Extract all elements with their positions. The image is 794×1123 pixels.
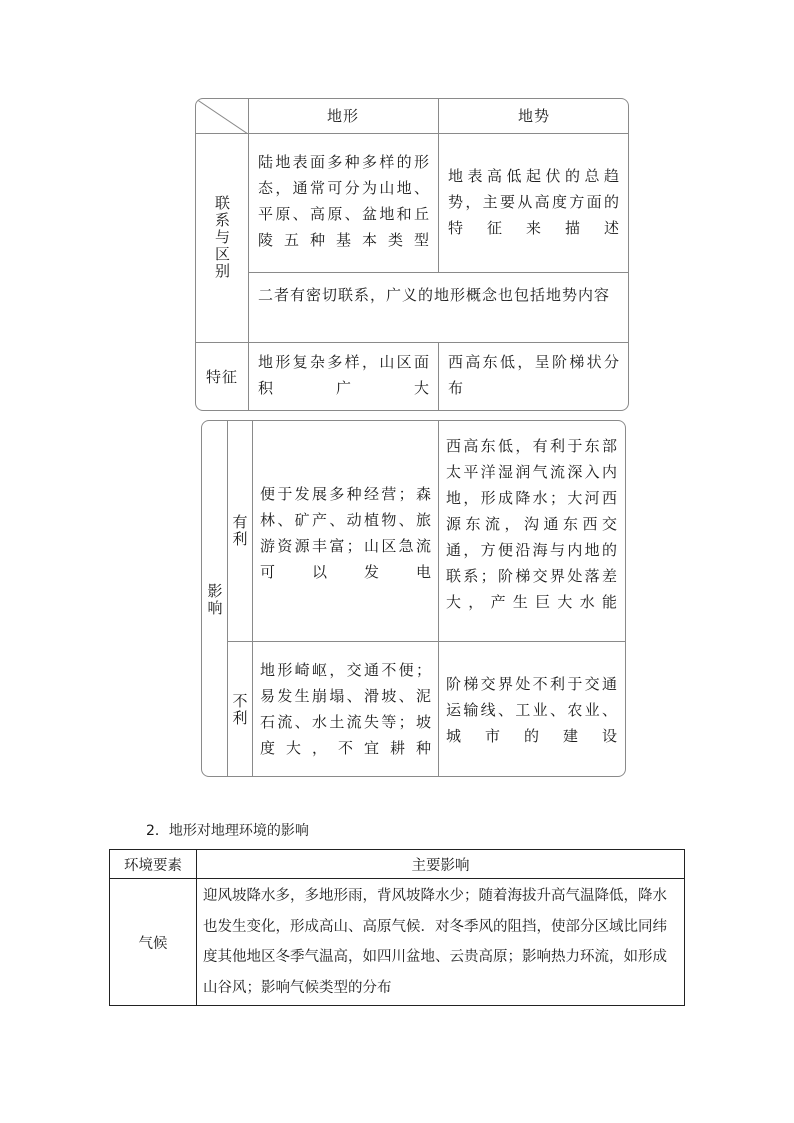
- relation-terrain-text: 地表高低起伏的总趋势，主要从高度方面的特征来描述: [448, 167, 620, 237]
- unfavorable-landform-text: 地形崎岖，交通不便；易发生崩塌、滑坡、泥石流、水土流失等；坡度大，不宜耕种: [260, 661, 432, 757]
- table-header-row: [110, 850, 685, 879]
- header-landform: 地形: [326, 107, 359, 125]
- relation-landform-text: 陆地表面多种多样的形态，通常可分为山地、平原、高原、盆地和丘陵五种基本类型: [258, 153, 430, 249]
- diagonal-header-line: [196, 99, 248, 134]
- section-title: 2．地形对地理环境的影响: [146, 823, 309, 839]
- table-divider: [248, 99, 249, 410]
- table-divider: [438, 342, 439, 410]
- favorable-label: 有利: [230, 514, 249, 548]
- impact-cell: 迎风坡降水多，多地形雨，背风坡降水少；随着海拔升高气温降低，降水也发生变化，形成高山、高原气候．对冬季风的阻挡，使部分区域比同纬度其他地区冬季气温高，如四川盆地、云贵高原；影响热力环流，如形成山谷风；影响气候类型的分布: [197, 879, 685, 1006]
- feature-terrain-text: 西高东低，呈阶梯状分布: [448, 353, 620, 397]
- environment-impact-table: [109, 849, 685, 1006]
- unfavorable-label: 不利: [230, 692, 249, 727]
- header-factor: 环境要素: [110, 850, 197, 879]
- comparison-table-top: [195, 98, 629, 411]
- row-label-relation: 联系与区别: [213, 195, 231, 280]
- table-divider: [196, 342, 628, 343]
- factor-cell: 气候: [110, 879, 197, 1006]
- feature-landform-text: 地形复杂多样，山区面积广大: [258, 353, 430, 397]
- impact-table: [201, 420, 626, 777]
- impact-label: 影响: [205, 582, 224, 617]
- table-row: [110, 879, 685, 1006]
- table-divider: [196, 133, 628, 134]
- unfavorable-terrain-text: 阶梯交界处不利于交通运输线、工业、农业、城市的建设: [446, 675, 618, 745]
- table-divider: [438, 421, 439, 776]
- favorable-landform-text: 便于发展多种经营；森林、矿产、动植物、旅游资源丰富；山区急流可以发电: [260, 485, 432, 581]
- relation-common-text: 二者有密切联系，广义的地形概念也包括地势内容: [258, 286, 611, 304]
- favorable-terrain-text: 西高东低，有利于东部太平洋湿润气流深入内地，形成降水；大河西源东流，沟通东西交通，方便沿海与内地的联系；阶梯交界处落差大，产生巨大水能: [446, 437, 618, 611]
- row-label-feature: 特征: [205, 368, 238, 386]
- header-impact: 主要影响: [197, 850, 685, 879]
- table-divider: [248, 272, 628, 273]
- table-divider: [227, 641, 625, 642]
- header-terrain: 地势: [517, 107, 550, 125]
